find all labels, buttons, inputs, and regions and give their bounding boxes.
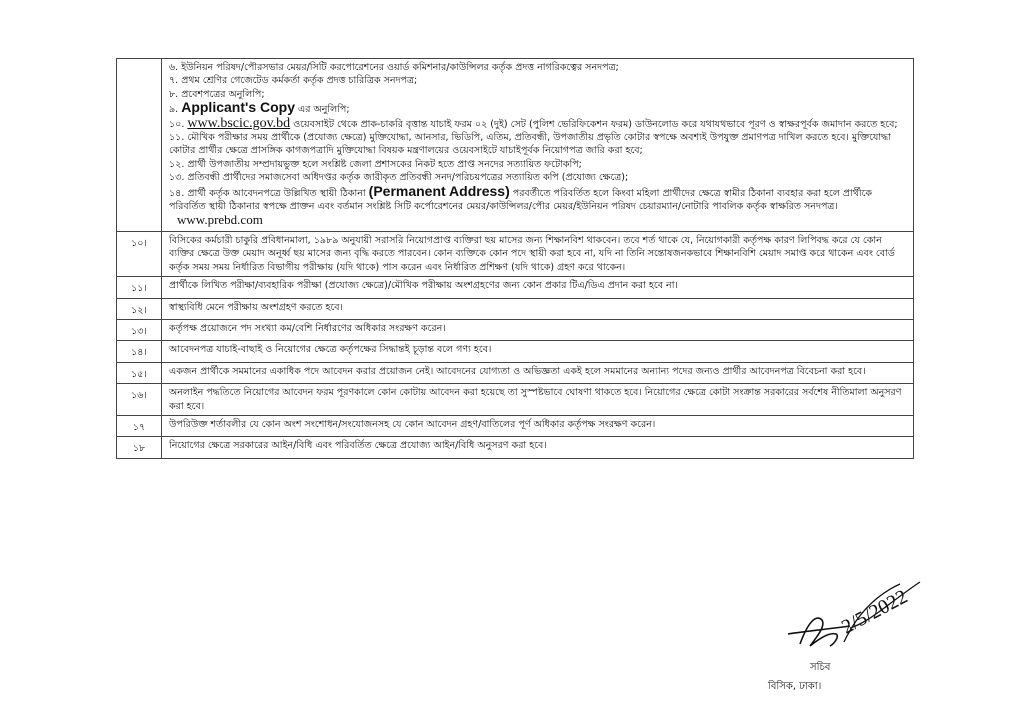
sub-item-7: ৭. প্রথম শ্রেণির গেজেটেড কর্মকর্তা কর্তৃক প্রদত্ত চারিত্রিক সনদপত্র; [169,75,418,87]
row-text: কর্তৃপক্ষ প্রয়োজনে পদ সংখ্যা কম/বেশি নির্ধারণের অধিকার সংরক্ষণ করেন। [162,319,914,340]
row-text: স্বাস্থ্যবিধি মেনে পরীক্ষায় অংশগ্রহণ করতে হবে। [162,298,914,319]
signature-block [760,572,960,712]
row-content [162,59,914,232]
applicants-copy-text: Applicant's Copy [181,101,296,116]
table-row [117,341,914,362]
table-row [117,437,914,458]
sub-item-14-suffix: পরবর্তীতে পরিবর্তিত হলে কিংবা মহিলা প্রার্থীদের ক্ষেত্রে স্বামীর ঠিকানা ব্যবহার করা হলে প্রার্থীকে পরিবর্তিত স্থায়ী ঠিকানার স্বপক্ষে প্রাক্তন এবং বর্তমান সংশ্লিষ্ট সিটি কর্পোরেশনের মেয়র/কাউন্সিলর/পৌর মেয়র/ইউনিয়ন পরিষদ চেয়ারম্যান/নোটারি পাবলিক কর্তৃক স্বাক্ষরিত সনদপত্র। [169,187,873,213]
row-number [117,59,162,232]
sub-item-9 [169,101,908,116]
sub-item-9-prefix: ৯. [169,104,182,116]
table-row [117,362,914,383]
signatory-office: বিসিক, ঢাকা। [768,681,822,692]
row-text: বিসিকের কর্মচারী চাকুরি প্রবিধানমালা, ১৯৮৯ অনুযায়ী সরাসরি নিয়োগপ্রাপ্ত ব্যক্তিরা ছয় মাসের জন্য শিক্ষানবিশ থাকবেন। তবে শর্ত থাকে যে, নিয়োগকারী কর্তৃপক্ষ কারণ লিপিবদ্ধ করে যে কোন ব্যক্তির ক্ষেত্রে উক্ত মেয়াদ অনূর্ধ্ব ছয় মাসের জন্য বৃদ্ধি করতে পারবেন। কোন ব্যক্তিকে কোন পদে স্থায়ী করা হবে না, যদি না তিনি সন্তোষজনকভাবে শিক্ষানবিশি মেয়াদ সমাপ্ত করে থাকেন এবং বোর্ড কর্তৃক সময় সময় নির্ধারিত বিভাগীয় পরীক্ষায় (যদি থাকে) পাস করেন এবং নির্ধারিত প্রশিক্ষণ (যদি থাকে) গ্রহণ করে থাকেন। [162,231,914,276]
sub-item-13: ১৩. প্রতিবন্ধী প্রার্থীদের সমাজসেবা অধিদপ্তর কর্তৃক জারীকৃত প্রতিবন্ধী সনদ/পরিচয়পত্রের সত্যায়িত কপি (প্রযোজ্য ক্ষেত্রে); [169,172,629,184]
signature-date: 2/5/2022 [838,585,912,639]
row-number: ১২। [117,298,162,319]
sub-item-6: ৬. ইউনিয়ন পরিষদ/পৌরসভার মেয়র/সিটি করপোরেশনের ওয়ার্ড কমিশনার/কাউন্সিলর কর্তৃক প্রদত্ত নাগরিকত্বের সনদপত্র; [169,62,619,73]
sub-item-10-prefix: ১০. [169,118,188,130]
sub-item-8: ৮. প্রবেশপত্রের অনুলিপি; [169,88,265,100]
table-row [117,277,914,298]
row-text: উপরিউক্ত শর্তাবলীর যে কোন অংশ সংশোধন/সংযোজনসহ যে কোন আবেদন গ্রহণ/বাতিলের পূর্ণ অধিকার কর্তৃপক্ষ সংরক্ষণ করেন। [162,415,914,436]
conditions-table [116,58,914,459]
sub-item-10-text: ওয়েবসাইট থেকে প্রাক-চাকরি বৃত্তান্ত যাচাই ফরম ০২ (দুই) সেট (পুলিশ ভেরিফিকেশন ফরম) ডাউনলোড করে যথাযথভাবে পূরণ ও স্বাক্ষরপূর্বক জমাদান করতে হবে; [290,118,898,130]
row-text: অনলাইন পদ্ধতিতে নিয়োগের আবেদন ফরম পূরণকালে কোন কোটায় আবেদন করা হয়েছে তা সুস্পষ্টভাবে ঘোষণা থাকতে হবে। নিয়োগের ক্ষেত্রে কোটা সংক্রান্ত সরকারের সর্বশেষ নীতিমালা অনুসরণ করা হবে। [162,384,914,416]
row-text: একজন প্রার্থীকে সমমানের একাধিক পদে আবেদন করার প্রয়োজন নেই। আবেদনের যোগ্যতা ও অভিজ্ঞতা একই হলে সমমানের অন্যান্য পদের জন্যও প্রার্থীর আবেদনপত্র বিবেচনা করা হবে। [162,362,914,383]
row-number: ১৬। [117,384,162,416]
sub-item-10 [169,117,908,131]
sub-item-11: ১১. মৌখিক পরীক্ষার সময় প্রার্থীকে (প্রযোজ্য ক্ষেত্রে) মুক্তিযোদ্ধা, আনসার, ভিডিপি, এতিম, প্রতিবন্ধী, উপজাতীয় প্রভৃতি কোটার স্বপক্ষে অবশ্যই উপযুক্ত প্রমাণপত্র দাখিল করতে হবে। মুক্তিযোদ্ধা কোটার প্রার্থীর ক্ষেত্রে প্রাসঙ্গিক কাগজপত্রাদি মুক্তিযোদ্ধা বিষয়ক মন্ত্রণালয়ের ওয়েবসাইটে যাচাইপূর্বক নিয়োগপত্র জারি করা হবে; [169,132,891,157]
row-number: ১৪। [117,341,162,362]
row-number: ১১। [117,277,162,298]
signature-date-mark [760,572,960,672]
row-number: ১৮ [117,437,162,458]
table-row [117,319,914,340]
row-number: ১৭ [117,415,162,436]
sub-item-12: ১২. প্রার্থী উপজাতীয় সম্প্রদায়ভুক্ত হলে সংশ্লিষ্ট জেলা প্রশাসকের নিকট হতে প্রাপ্ত সনদের সত্যায়িত ফটোকপি; [169,158,582,170]
row-number: ১০। [117,231,162,276]
table-row-item-9 [117,59,914,232]
permanent-address-text: (Permanent Address) [368,182,510,199]
row-number: ১৫। [117,362,162,383]
row-text: আবেদনপত্র যাচাই-বাছাই ও নিয়োগের ক্ষেত্রে কর্তৃপক্ষের সিদ্ধান্তই চূড়ান্ত বলে গণ্য হবে। [162,341,914,362]
bscic-website-link[interactable]: www.bscic.gov.bd [187,115,291,131]
row-number: ১৩। [117,319,162,340]
row-text: নিয়োগের ক্ষেত্রে সরকারের আইন/বিধি এবং পরিবর্তিত ক্ষেত্রে প্রযোজ্য আইন/বিধি অনুসরণ করা হবে। [162,437,914,458]
row-text: প্রার্থীকে লিখিত পরীক্ষা/ব্যবহারিক পরীক্ষা (প্রযোজ্য ক্ষেত্রে)/মৌখিক পরীক্ষায় অংশগ্রহণের জন্য কোন প্রকার টিএ/ডিএ প্রদান করা হবে না। [162,277,914,298]
table-row [117,415,914,436]
sub-item-14 [169,182,908,229]
table-row [117,384,914,416]
table-row [117,298,914,319]
sub-item-14-prefix: ১৪. প্রার্থী কর্তৃক আবেদনপত্রে উল্লিখিত স্থায়ী ঠিকানা [169,187,369,199]
signatory-designation: সচিব [810,662,831,673]
watermark-text: www.prebd.com [177,212,263,228]
sub-item-9-suffix: এর অনুলিপি; [295,104,350,116]
table-row [117,231,914,276]
